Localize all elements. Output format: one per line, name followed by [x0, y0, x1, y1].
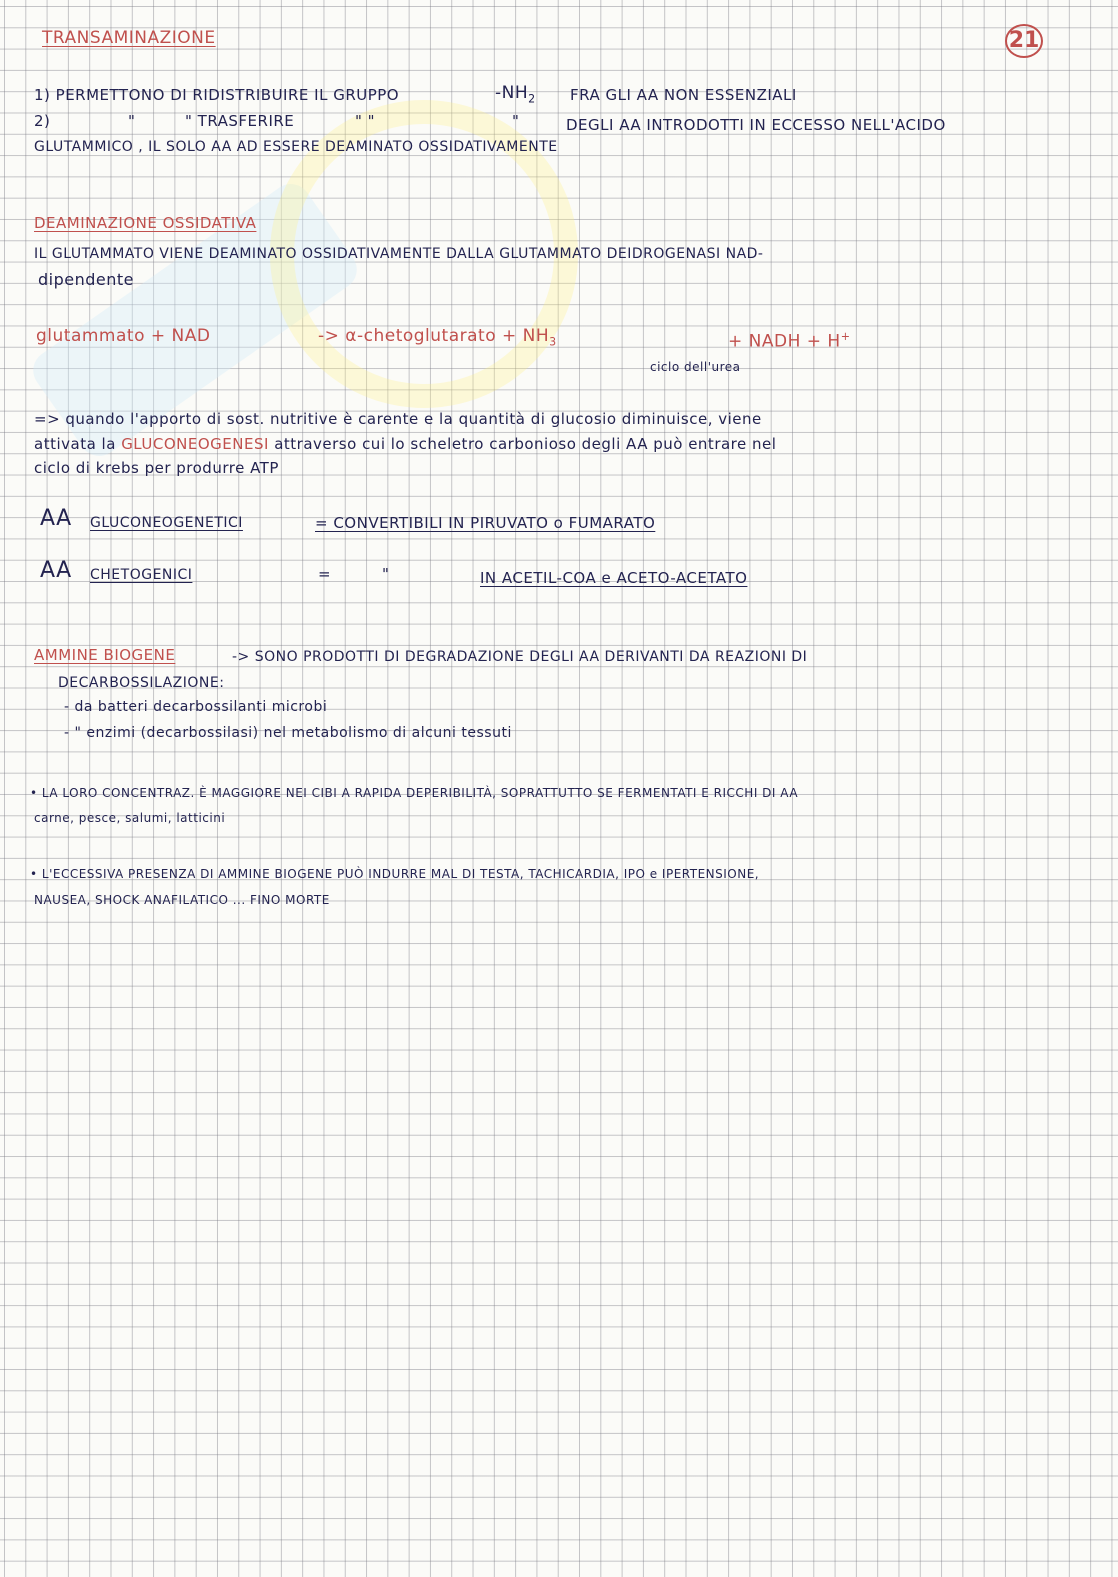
transaminazione-line-3: GLUTAMMICO , IL SOLO AA AD ESSERE DEAMINATO OSSIDATIVAMENTE — [34, 139, 558, 155]
ammine-heading: AMMINE BIOGENE — [34, 646, 176, 664]
aa-gluconeogenetici-name: GLUCONEOGENETICI — [90, 515, 243, 531]
bullet-2-line-1: • L'ECCESSIVA PRESENZA DI AMMINE BIOGENE PUÒ INDURRE MAL DI TESTA, TACHICARDIA, IPO e IPERTENSIONE, — [30, 867, 760, 881]
equation-reactants: glutammato + NAD — [36, 326, 211, 346]
ammine-item-2: - " enzimi (decarbossilasi) nel metabolismo di alcuni tessuti — [64, 725, 512, 741]
transaminazione-line-1-c: FRA GLI AA NON ESSENZIALI — [570, 86, 797, 104]
gluconeogenesi-highlight: GLUCONEOGENESI — [121, 435, 269, 453]
aa-chetogenici-label: AA — [40, 558, 72, 583]
bullet-1-line-2: carne, pesce, salumi, latticini — [34, 811, 226, 825]
transaminazione-line-2-b: " — [128, 112, 136, 130]
paragraph-line-1: => quando l'apporto di sost. nutritive è carente e la quantità di glucosio diminuisce, viene — [34, 410, 762, 428]
transaminazione-line-1-a: 1) PERMETTONO DI RIDISTRIBUIRE IL GRUPPO — [34, 86, 400, 104]
deaminazione-line-1: IL GLUTAMMATO VIENE DEAMINATO OSSIDATIVAMENTE DALLA GLUTAMMATO DEIDROGENASI NAD- — [34, 246, 764, 262]
paragraph-line-3: ciclo di krebs per produrre ATP — [34, 459, 279, 477]
transaminazione-line-2-a: 2) — [34, 112, 51, 130]
deaminazione-heading: DEAMINAZIONE OSSIDATIVA — [34, 214, 257, 232]
aa-chetogenici-def: IN ACETIL-COA e ACETO-ACETATO — [480, 569, 748, 587]
page-number: 21 — [1005, 24, 1043, 58]
ammine-line-1: -> SONO PRODOTTI DI DEGRADAZIONE DEGLI AA DERIVANTI DA REAZIONI DI — [232, 649, 808, 665]
aa-gluconeogenetici-def: = CONVERTIBILI IN PIRUVATO o FUMARATO — [315, 514, 656, 532]
ammine-item-1: - da batteri decarbossilanti microbi — [64, 699, 328, 715]
paragraph-line-2: attivata la GLUCONEOGENESI attraverso cui lo scheletro carbonioso degli AA può entrare nel — [34, 435, 777, 453]
aa-gluconeogenetici-label: AA — [40, 506, 72, 531]
equation-nadh: + NADH + H+ — [728, 330, 851, 352]
transaminazione-line-2-f: DEGLI AA INTRODOTTI IN ECCESSO NELL'ACIDO — [566, 116, 946, 134]
ammine-line-2: DECARBOSSILAZIONE: — [58, 675, 225, 691]
transaminazione-line-2-e: " — [512, 112, 520, 130]
equation-products: -> α-chetoglutarato + $NH_3$ — [318, 326, 557, 349]
transaminazione-line-1-b: $-NH_2$ — [495, 83, 536, 106]
transaminazione-line-2-d: " " — [355, 112, 376, 130]
aa-chetogenici-eq: = — [318, 565, 332, 583]
bullet-2-line-2: NAUSEA, SHOCK ANAFILATICO ... FINO MORTE — [34, 893, 330, 907]
page-title: TRANSAMINAZIONE — [42, 28, 216, 48]
aa-chetogenici-ditto: " — [382, 565, 390, 583]
aa-chetogenici-name: CHETOGENICI — [90, 567, 193, 583]
bullet-1-line-1: • LA LORO CONCENTRAZ. È MAGGIORE NEI CIBI A RAPIDA DEPERIBILITÀ, SOPRATTUTTO SE FERMENTATI E RICCHI DI AA — [30, 786, 799, 800]
transaminazione-line-2-c: " TRASFERIRE — [185, 112, 295, 130]
deaminazione-line-2: dipendente — [38, 270, 134, 289]
equation-note: ciclo dell'urea — [650, 360, 741, 374]
